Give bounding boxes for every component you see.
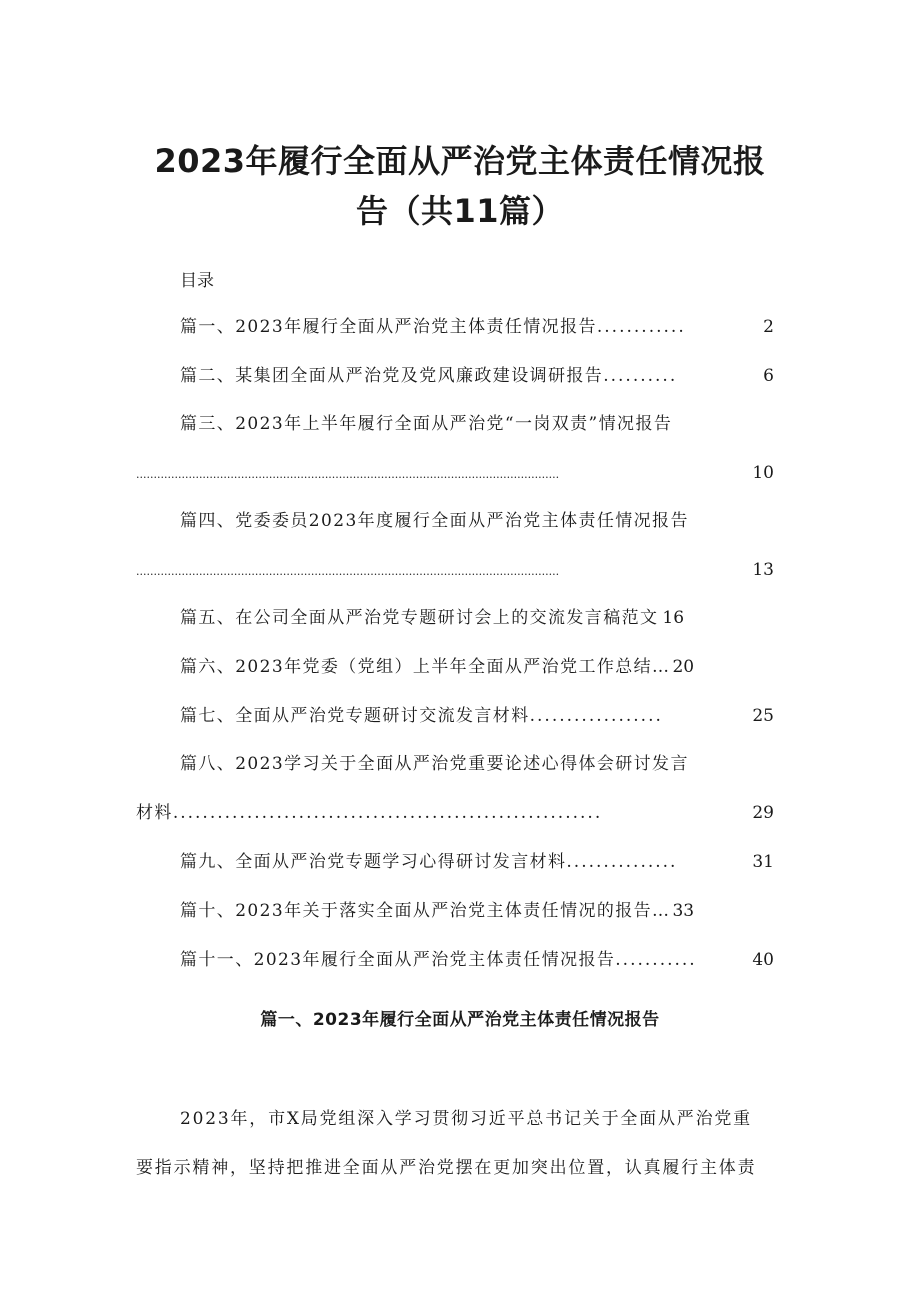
toc-page-number: 29 [752, 803, 774, 823]
toc-entry-text: 篇一、2023年履行全面从严治党主体责任情况报告 [180, 317, 597, 337]
toc-leader-dots: .................. [529, 706, 663, 726]
toc-page-number: 25 [752, 706, 774, 726]
toc-entry-4[interactable] [180, 510, 774, 532]
toc-entry-2[interactable] [180, 365, 774, 387]
toc-leader-dots: ............... [566, 852, 678, 872]
toc-entry-text: 篇四、党委委员2023年度履行全面从严治党主体责任情况报告 [180, 511, 689, 531]
toc-page-number: 40 [752, 950, 774, 970]
toc-entry-7[interactable] [180, 705, 774, 727]
toc-entry-text-continuation: 材料 [136, 803, 173, 823]
toc-entry-8[interactable] [180, 753, 774, 775]
toc-entry-text: 篇六、2023年党委（党组）上半年全面从严治党工作总结… [180, 657, 671, 677]
toc-page-number: 33 [672, 901, 695, 921]
document-title-line-2: 告（共11篇） [355, 192, 565, 230]
toc-entry-9[interactable] [180, 851, 774, 873]
toc-entry-3-continuation[interactable] [136, 462, 774, 486]
toc-page-number: 16 [662, 608, 685, 628]
toc-leader-dots: .......... [603, 366, 678, 386]
toc-page-number: 31 [752, 852, 774, 872]
toc-entry-text: 篇十一、2023年履行全面从严治党主体责任情况报告 [180, 950, 616, 970]
toc-entry-text: 篇九、全面从严治党专题学习心得研讨发言材料 [180, 852, 567, 872]
toc-leader-dots: ......................................................................................................................... [136, 468, 560, 481]
toc-leader-dots: ........... [615, 950, 697, 970]
document-title-line-1: 2023年履行全面从严治党主体责任情况报 [154, 142, 766, 180]
toc-entry-1[interactable] [180, 316, 774, 338]
toc-entry-4-continuation[interactable] [136, 559, 774, 583]
body-paragraph-line-1: 2023年，市X局党组深入学习贯彻习近平总书记关于全面从严治党重 [180, 1109, 752, 1129]
toc-entry-text: 篇七、全面从严治党专题研讨交流发言材料 [180, 706, 530, 726]
toc-entry-text: 篇二、某集团全面从严治党及党风廉政建设调研报告 [180, 366, 604, 386]
toc-page-number: 2 [763, 317, 774, 337]
toc-page-number: 10 [752, 463, 774, 483]
toc-entry-text: 篇三、2023年上半年履行全面从严治党“一岗双责”情况报告 [180, 414, 673, 434]
toc-entry-text: 篇八、2023学习关于全面从严治党重要论述心得体会研讨发言 [180, 754, 689, 774]
toc-page-number: 13 [752, 560, 774, 580]
toc-page-number: 20 [672, 657, 695, 677]
toc-entry-5[interactable] [180, 607, 774, 629]
toc-leader-dots: ......................................................................................................................... [136, 565, 560, 578]
toc-entry-6[interactable] [180, 656, 774, 678]
toc-entry-text: 篇五、在公司全面从严治党专题研讨会上的交流发言稿范文 [180, 608, 659, 628]
toc-entry-11[interactable] [180, 949, 774, 971]
toc-entry-text: 篇十、2023年关于落实全面从严治党主体责任情况的报告… [180, 901, 671, 921]
toc-entry-8-continuation[interactable] [136, 802, 774, 824]
toc-leader-dots: ............ [596, 317, 686, 337]
toc-heading: 目录 [180, 271, 214, 291]
body-paragraph-line-2: 要指示精神，坚持把推进全面从严治党摆在更加突出位置，认真履行主体责 [136, 1158, 757, 1178]
toc-leader-dots: .......................................................... [172, 803, 603, 823]
toc-page-number: 6 [763, 366, 774, 386]
toc-entry-3[interactable] [180, 413, 774, 435]
toc-entry-10[interactable] [180, 900, 774, 922]
section-title: 篇一、2023年履行全面从严治党主体责任情况报告 [260, 1010, 660, 1030]
